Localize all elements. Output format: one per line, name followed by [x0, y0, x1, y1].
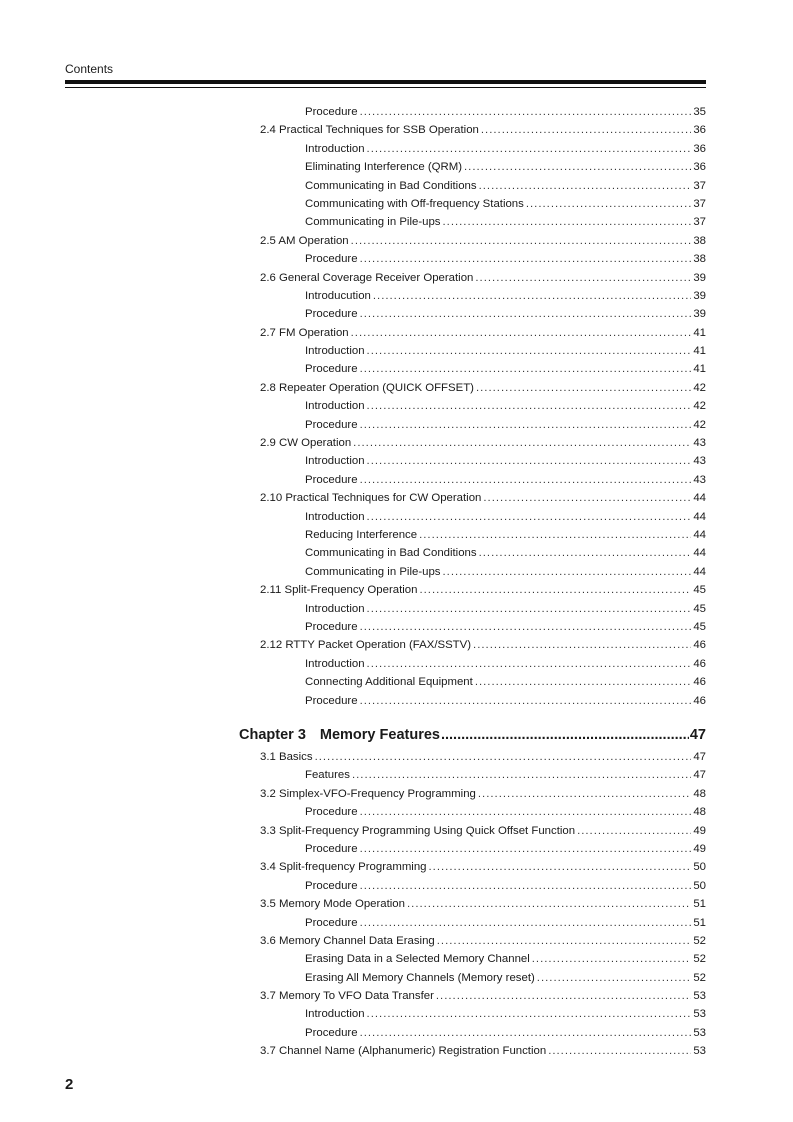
dot-leader [360, 363, 692, 375]
dot-leader [473, 639, 691, 651]
toc-section-entry[interactable] [260, 898, 706, 916]
toc-entry-title: 3.3 Split-Frequency Programming Using Quick Offset Function [260, 824, 576, 837]
toc-subsection-entry[interactable] [260, 621, 706, 639]
toc-entry-title: Introduction [305, 510, 365, 523]
toc-entry-page: 48 [693, 806, 706, 819]
toc-subsection-entry[interactable] [260, 843, 706, 861]
toc-subsection-entry[interactable] [260, 400, 706, 418]
toc-entry-page: 43 [693, 473, 706, 486]
dot-leader [419, 529, 691, 541]
toc-entry-title: 2.11 Split-Frequency Operation [260, 584, 418, 597]
toc-entry-page: 51 [693, 916, 706, 929]
dot-leader [475, 272, 691, 284]
dot-leader [437, 935, 692, 947]
dot-leader [351, 327, 692, 339]
toc-subsection-entry[interactable] [260, 363, 706, 381]
toc-section-entry[interactable] [260, 437, 706, 455]
dot-leader [352, 769, 691, 781]
toc-entry-title: Procedure [305, 1026, 358, 1039]
toc-entry-page: 36 [693, 142, 706, 155]
toc-entry-page: 46 [693, 694, 706, 707]
toc-entry-page: 45 [693, 620, 706, 633]
toc-entry-page: 39 [693, 271, 706, 284]
toc-entry-title: 2.6 General Coverage Receiver Operation [260, 271, 474, 284]
dot-leader [360, 106, 692, 118]
toc-entry-page: 53 [693, 1045, 706, 1058]
toc-entry-page: 53 [693, 990, 706, 1003]
dot-leader [483, 492, 691, 504]
toc-entry-page: 49 [693, 824, 706, 837]
dot-leader [360, 419, 692, 431]
toc-subsection-entry[interactable] [260, 455, 706, 473]
toc-entry-page: 43 [693, 455, 706, 468]
running-head-title: Contents [65, 62, 114, 76]
toc-section-entry[interactable] [260, 990, 706, 1008]
toc-entry-title: 3.4 Split-frequency Programming [260, 861, 427, 874]
toc-entry-page: 52 [693, 953, 706, 966]
dot-leader [419, 584, 691, 596]
dot-leader [351, 235, 692, 247]
toc-entry-page: 47 [693, 751, 706, 763]
toc-subsection-entry[interactable] [260, 529, 706, 547]
toc-entry-title: Procedure [305, 363, 358, 376]
dot-leader [315, 751, 692, 763]
toc-entry-title: 2.10 Practical Techniques for CW Operation [260, 492, 482, 505]
dot-leader [436, 990, 691, 1002]
toc-entry-page: 41 [693, 345, 706, 358]
toc-subsection-entry[interactable] [260, 419, 706, 437]
dot-leader [367, 455, 692, 467]
toc-list-chapter-2 [260, 106, 706, 713]
dot-leader [360, 917, 692, 929]
dot-leader [373, 290, 691, 302]
dot-leader [360, 880, 692, 892]
toc-entry-title: Communicating in Bad Conditions [305, 179, 477, 192]
toc-entry-page: 46 [693, 676, 706, 689]
toc-entry-page: 48 [693, 787, 706, 800]
dot-leader [360, 621, 692, 633]
toc-chapter-3-heading[interactable] [239, 727, 706, 751]
toc-section-entry[interactable] [260, 825, 706, 843]
toc-entry-page: 42 [693, 400, 706, 413]
dot-leader [367, 345, 692, 357]
toc-entry-title: Procedure [305, 694, 358, 707]
toc-section-entry[interactable] [260, 1045, 706, 1063]
toc-entry-title: Features [305, 769, 350, 782]
dot-leader [479, 180, 692, 192]
toc-entry-title: Procedure [305, 253, 358, 266]
header-rule-thick [65, 80, 706, 84]
toc-section-entry[interactable] [260, 272, 706, 290]
toc-entry-title: 2.5 AM Operation [260, 234, 349, 247]
toc-section-entry[interactable] [260, 935, 706, 953]
toc-entry-page: 44 [693, 492, 706, 505]
toc-entry-page: 41 [693, 326, 706, 339]
page-number: 2 [65, 1076, 74, 1093]
toc-subsection-entry[interactable] [260, 566, 706, 584]
toc-entry-page: 35 [693, 106, 706, 118]
toc-entry-page: 44 [693, 528, 706, 541]
dot-leader [464, 161, 691, 173]
toc-subsection-entry[interactable] [260, 216, 706, 234]
toc-entry-page: 36 [693, 124, 706, 137]
toc-subsection-entry[interactable] [260, 345, 706, 363]
dot-leader [407, 898, 691, 910]
toc-section-entry[interactable] [260, 124, 706, 142]
toc-entry-page: 41 [693, 363, 706, 376]
toc-entry-title: Introduction [305, 400, 365, 413]
toc-entry-page: 46 [693, 639, 706, 652]
dot-leader [360, 695, 692, 707]
toc-subsection-entry[interactable] [260, 769, 706, 787]
toc-entry-page: 52 [693, 971, 706, 984]
toc-entry-title: 2.4 Practical Techniques for SSB Operation [260, 124, 479, 137]
chapter-page-number: 47 [689, 727, 706, 743]
toc-entry-title: 3.7 Memory To VFO Data Transfer [260, 990, 434, 1003]
toc-subsection-entry[interactable] [260, 880, 706, 898]
toc-entry-page: 45 [693, 584, 706, 597]
toc-subsection-entry[interactable] [260, 658, 706, 676]
toc-entry-title: Introduction [305, 1008, 365, 1021]
dot-leader [481, 124, 691, 136]
toc-entry-title: Connecting Additional Equipment [305, 676, 473, 689]
toc-entry-title: 3.1 Basics [260, 751, 313, 763]
toc-entry-page: 36 [693, 161, 706, 174]
toc-entry-page: 44 [693, 510, 706, 523]
toc-subsection-entry[interactable] [260, 161, 706, 179]
toc-entry-title: Erasing Data in a Selected Memory Channel [305, 953, 530, 966]
dot-leader [478, 788, 691, 800]
dot-leader [532, 953, 692, 965]
dot-leader [537, 972, 692, 984]
dot-leader [476, 382, 691, 394]
toc-entry-page: 39 [693, 308, 706, 321]
chapter-number: Chapter 3 [239, 727, 306, 743]
toc-subsection-entry[interactable] [260, 290, 706, 308]
dot-leader [367, 1008, 692, 1020]
toc-entry-title: 3.5 Memory Mode Operation [260, 898, 405, 911]
toc-subsection-entry[interactable] [260, 917, 706, 935]
toc-section-entry[interactable] [260, 382, 706, 400]
toc-entry-page: 46 [693, 657, 706, 670]
toc-entry-title: Introduction [305, 602, 365, 615]
toc-subsection-entry[interactable] [260, 143, 706, 161]
toc-entry-page: 49 [693, 842, 706, 855]
toc-entry-title: Eliminating Interference (QRM) [305, 161, 462, 174]
toc-entry-page: 44 [693, 565, 706, 578]
toc-subsection-entry[interactable] [260, 695, 706, 713]
toc-entry-page: 53 [693, 1008, 706, 1021]
toc-entry-title: Procedure [305, 620, 358, 633]
toc-subsection-entry[interactable] [260, 806, 706, 824]
toc-entry-title: Reducing Interference [305, 528, 418, 541]
chapter-title: Memory Features [319, 727, 440, 743]
toc-entry-title: 2.8 Repeater Operation (QUICK OFFSET) [260, 381, 474, 394]
dot-leader [429, 861, 692, 873]
dot-leader [367, 603, 692, 615]
dot-leader [442, 216, 691, 228]
toc-section-entry[interactable] [260, 639, 706, 657]
toc-subsection-entry[interactable] [260, 603, 706, 621]
toc-entry-title: Introduction [305, 455, 365, 468]
toc-subsection-entry[interactable] [260, 106, 706, 124]
toc-section-entry[interactable] [260, 235, 706, 253]
toc-subsection-entry[interactable] [260, 308, 706, 326]
toc-entry-title: Communicating in Bad Conditions [305, 547, 477, 560]
toc-entry-title: 2.7 FM Operation [260, 326, 349, 339]
dot-leader [367, 400, 692, 412]
toc-entry-title: 3.7 Channel Name (Alphanumeric) Registration Function [260, 1045, 547, 1058]
toc-entry-title: Procedure [305, 106, 358, 118]
toc-entry-page: 47 [693, 769, 706, 782]
toc-entry-title: Introducution [305, 289, 371, 302]
toc-entry-page: 50 [693, 879, 706, 892]
toc-section-entry[interactable] [260, 327, 706, 345]
toc-entry-page: 38 [693, 234, 706, 247]
toc-entry-title: Communicating in Pile-ups [305, 565, 441, 578]
toc-entry-page: 53 [693, 1026, 706, 1039]
dot-leader [360, 253, 692, 265]
toc-entry-title: 2.9 CW Operation [260, 437, 352, 450]
dot-leader [526, 198, 691, 210]
toc-section-entry[interactable] [260, 788, 706, 806]
dot-leader [360, 806, 692, 818]
dot-leader [475, 676, 692, 688]
toc-subsection-entry[interactable] [260, 180, 706, 198]
toc-section-entry[interactable] [260, 492, 706, 510]
toc-entry-title: 2.12 RTTY Packet Operation (FAX/SSTV) [260, 639, 472, 652]
dot-leader [367, 658, 692, 670]
dot-leader [360, 843, 692, 855]
dot-leader [441, 727, 689, 743]
dot-leader [367, 511, 692, 523]
toc-entry-title: Communicating in Pile-ups [305, 216, 441, 229]
toc-subsection-entry[interactable] [260, 511, 706, 529]
header-rule-thin [65, 87, 706, 88]
toc-entry-page: 52 [693, 934, 706, 947]
dot-leader [360, 308, 692, 320]
toc-entry-page: 50 [693, 861, 706, 874]
toc-entry-page: 37 [693, 216, 706, 229]
toc-entry-title: Procedure [305, 308, 358, 321]
dot-leader [360, 474, 692, 486]
toc-subsection-entry[interactable] [260, 1027, 706, 1045]
toc-entry-title: Procedure [305, 473, 358, 486]
dot-leader [367, 143, 692, 155]
dot-leader [353, 437, 691, 449]
dot-leader [360, 1027, 692, 1039]
dot-leader [479, 547, 692, 559]
toc-entry-title: Procedure [305, 842, 358, 855]
toc-subsection-entry[interactable] [260, 972, 706, 990]
toc-entry-page: 37 [693, 197, 706, 210]
toc-entry-title: Introduction [305, 657, 365, 670]
toc-entry-title: Procedure [305, 916, 358, 929]
toc-section-entry[interactable] [260, 584, 706, 602]
toc-subsection-entry[interactable] [260, 676, 706, 694]
toc-entry-title: 3.2 Simplex-VFO-Frequency Programming [260, 787, 476, 800]
toc-entry-page: 38 [693, 253, 706, 266]
toc-subsection-entry[interactable] [260, 474, 706, 492]
toc-entry-page: 45 [693, 602, 706, 615]
dot-leader [577, 825, 691, 837]
dot-leader [548, 1045, 691, 1057]
toc-section-entry[interactable] [260, 861, 706, 879]
toc-subsection-entry[interactable] [260, 547, 706, 565]
toc-entry-title: Introduction [305, 345, 365, 358]
toc-entry-title: Communicating with Off-frequency Stations [305, 197, 524, 210]
toc-entry-title: Procedure [305, 879, 358, 892]
toc-entry-page: 51 [693, 898, 706, 911]
toc-entry-page: 42 [693, 418, 706, 431]
toc-subsection-entry[interactable] [260, 1008, 706, 1026]
toc-subsection-entry[interactable] [260, 198, 706, 216]
toc-entry-title: Procedure [305, 806, 358, 819]
toc-section-entry[interactable] [260, 751, 706, 769]
toc-entry-title: Erasing All Memory Channels (Memory reset) [305, 971, 535, 984]
toc-entry-page: 44 [693, 547, 706, 560]
toc-entry-title: Introduction [305, 142, 365, 155]
toc-list-chapter-3 [260, 751, 706, 1064]
dot-leader [442, 566, 691, 578]
toc-entry-page: 42 [693, 381, 706, 394]
toc-subsection-entry[interactable] [260, 953, 706, 971]
toc-entry-title: 3.6 Memory Channel Data Erasing [260, 934, 435, 947]
toc-subsection-entry[interactable] [260, 253, 706, 271]
toc-entry-title: Procedure [305, 418, 358, 431]
toc-entry-page: 37 [693, 179, 706, 192]
toc-entry-page: 39 [693, 289, 706, 302]
toc-entry-page: 43 [693, 437, 706, 450]
